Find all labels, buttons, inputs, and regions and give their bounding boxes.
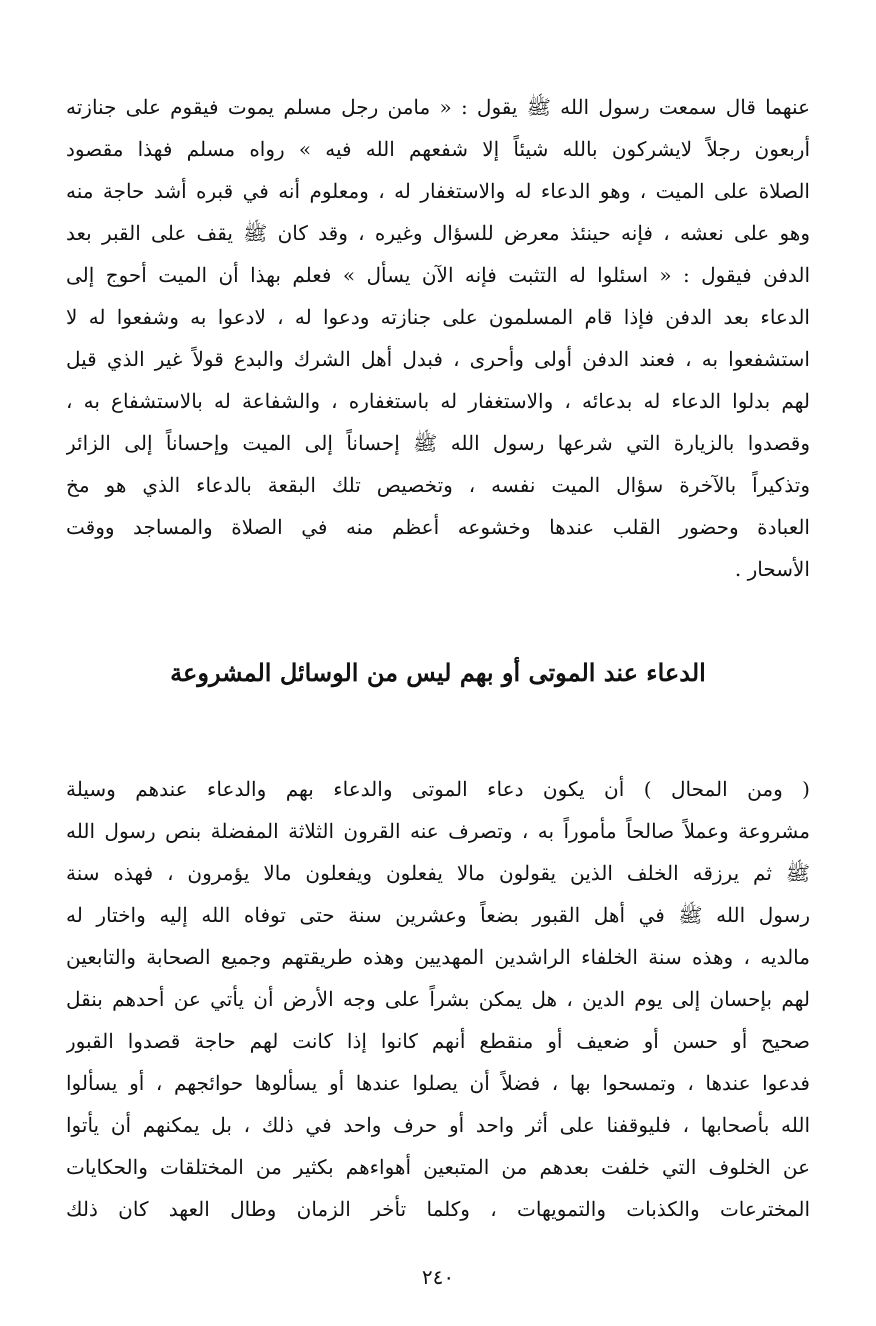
text-line: رسول الله ﷺ في أهل القبور بضعاً وعشرين سنة حتى توفاه الله إليه واختار له [66, 903, 810, 927]
text-line: وتذكيراً بالآخرة سؤال الميت نفسه ، وتخصيص تلك البقعة بالدعاء الذي هو مخ [66, 473, 810, 497]
text-line: ﷺ ثم يرزقه الخلف الذين يقولون مالا يفعلون ويفعلون مالا يؤمرون ، فهذه سنة [66, 861, 810, 885]
text-line: الصلاة على الميت ، وهو الدعاء له والاستغفار له ، ومعلوم أنه في قبره أشد حاجة منه [66, 179, 810, 203]
text-line: ( ومن المحال ) أن يكون دعاء الموتى والدعاء بهم والدعاء عندهم وسيلة [66, 777, 810, 801]
text-line: صحيح أو حسن أو ضعيف أو منقطع أنهم كانوا إذا كانت لهم حاجة قصدوا القبور [66, 1029, 810, 1053]
section-heading: الدعاء عند الموتى أو بهم ليس من الوسائل المشروعة [170, 658, 706, 687]
text-line: الدعاء بعد الدفن فإذا قام المسلمون على جنازته ودعوا له ، لادعوا به وشفعوا له لا [66, 305, 810, 329]
text-line: العبادة وحضور القلب عندها وخشوعه أعظم منه في الصلاة والمساجد ووقت [66, 515, 810, 539]
text-line: الدفن فيقول : « اسئلوا له التثبت فإنه الآن يسأل » فعلم بهذا أن الميت أحوج إلى [66, 263, 810, 287]
text-line: لهم بإحسان إلى يوم الدين ، هل يمكن بشراً على وجه الأرض أن يأتي عن أحدهم بنقل [66, 987, 810, 1011]
text-line: وهو على نعشه ، فإنه حينئذ معرض للسؤال وغيره ، وقد كان ﷺ يقف على القبر بعد [66, 221, 810, 245]
page-number: ٢٤٠ [421, 1265, 455, 1289]
text-line: وقصدوا بالزيارة التي شرعها رسول الله ﷺ إحساناً إلى الميت وإحساناً إلى الزائر [66, 431, 810, 455]
text-line: المخترعات والكذبات والتمويهات ، وكلما تأخر الزمان وطال العهد كان ذلك [66, 1197, 810, 1221]
text-line: استشفعوا به ، فعند الدفن أولى وأحرى ، فبدل أهل الشرك والبدع قولاً غير الذي قيل [66, 347, 810, 371]
text-line: فدعوا عندها ، وتمسحوا بها ، فضلاً أن يصلوا عندها أو يسألوها حوائجهم ، أو يسألوا [66, 1071, 810, 1095]
paragraph-main [66, 768, 810, 1230]
text-line: مالديه ، وهذه سنة الخلفاء الراشدين المهديين وهذه طريقتهم وجميع الصحابة والتابعين [66, 945, 810, 969]
text-line: الله بأصحابها ، فليوقفنا على أثر واحد أو حرف واحد في ذلك ، بل يمكنهم أن يأتوا [66, 1113, 810, 1137]
paragraph-intro [66, 86, 810, 590]
text-line: أربعون رجلاً لايشركون بالله شيئاً إلا شفعهم الله فيه » رواه مسلم فهذا مقصود [66, 137, 810, 161]
text-line: مشروعة وعملاً صالحاً مأموراً به ، وتصرف عنه القرون الثلاثة المفضلة بنص رسول الله [66, 819, 810, 843]
text-line: عن الخلوف التي خلفت بعدهم من المتبعين أهواءهم بكثير من المختلقات والحكايات [66, 1155, 810, 1179]
text-line: عنهما قال سمعت رسول الله ﷺ يقول : « مامن رجل مسلم يموت فيقوم على جنازته [66, 95, 810, 119]
text-line: لهم بدلوا الدعاء له بدعائه ، والاستغفار له باستغفاره ، والشفاعة له بالاستشفاع به ، [66, 389, 810, 413]
text-line: الأسحار . [734, 557, 810, 581]
